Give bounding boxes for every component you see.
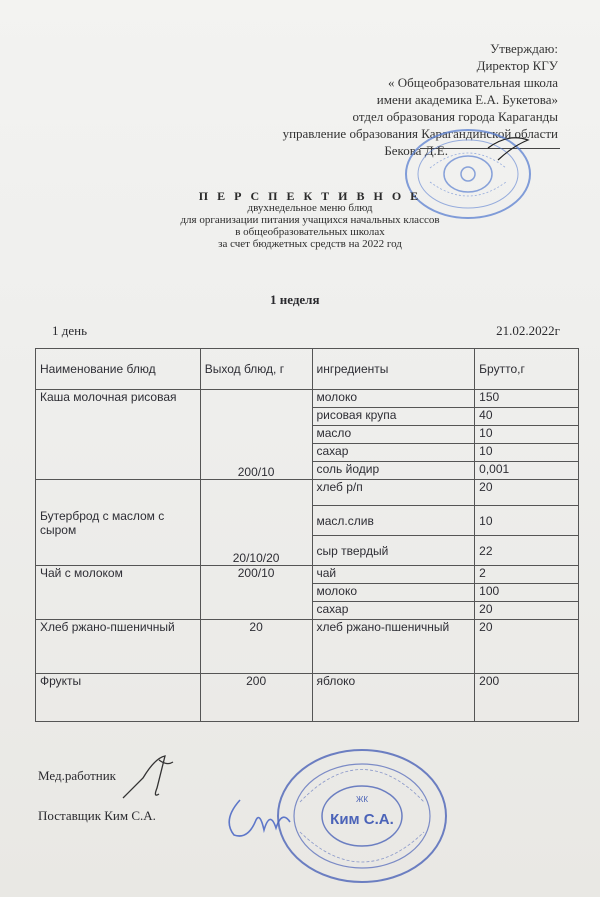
medic-signature-label: Мед.работник xyxy=(38,768,116,783)
ingredient-gross: 150 xyxy=(475,390,579,408)
ingredient-name: чай xyxy=(312,566,475,584)
approval-line: отдел образования города Караганды xyxy=(352,109,558,124)
date-label: 21.02.2022г xyxy=(496,323,560,338)
day-label: 1 день xyxy=(52,323,88,338)
stamp-top-text: ЖК xyxy=(355,795,369,804)
stamp-center-text: Ким С.А. xyxy=(330,811,394,828)
title-line: в общеобразовательных школах xyxy=(235,226,385,238)
title-line: двухнедельное меню блюд xyxy=(247,202,373,214)
ingredient-name: соль йодир xyxy=(312,462,475,480)
table-header-row xyxy=(36,349,579,390)
ingredient-gross: 20 xyxy=(475,620,579,674)
ingredient-name: масл.слив xyxy=(312,506,475,536)
ingredient-gross: 10 xyxy=(475,444,579,462)
approval-line: Бекова Д.Е. xyxy=(384,143,448,158)
ingredient-name: сахар xyxy=(312,602,475,620)
dish-output: 200/10 xyxy=(200,390,312,480)
table-row xyxy=(36,620,579,674)
medic-signature-scribble xyxy=(115,748,185,808)
column-header: Брутто,г xyxy=(475,349,579,390)
approval-line: управление образования Карагандинской области xyxy=(282,126,558,141)
ingredient-name: хлеб ржано-пшеничный xyxy=(312,620,475,674)
week-label: 1 неделя xyxy=(270,292,320,307)
dish-name: Бутерброд с маслом с сыром xyxy=(36,480,201,566)
ingredient-name: рисовая крупа xyxy=(312,408,475,426)
title-heading: П Е Р С П Е К Т И В Н О Е xyxy=(198,189,422,203)
ingredient-gross: 10 xyxy=(475,426,579,444)
table-row xyxy=(36,566,579,584)
dish-output: 200/10 xyxy=(200,566,312,620)
ingredient-name: молоко xyxy=(312,390,475,408)
supplier-signature-label: Поставщик Ким С.А. xyxy=(38,808,156,823)
table-row xyxy=(36,674,579,722)
ingredient-gross: 22 xyxy=(475,536,579,566)
ingredient-gross: 20 xyxy=(475,602,579,620)
ingredient-name: молоко xyxy=(312,584,475,602)
dish-name: Чай с молоком xyxy=(36,566,201,620)
ingredient-gross: 10 xyxy=(475,506,579,536)
menu-title xyxy=(100,190,520,250)
table-row xyxy=(36,390,579,408)
dish-output: 20 xyxy=(200,620,312,674)
ingredient-gross: 100 xyxy=(475,584,579,602)
ingredient-gross: 200 xyxy=(475,674,579,722)
menu-table xyxy=(35,348,579,722)
dish-name: Каша молочная рисовая xyxy=(36,390,201,480)
ingredient-name: хлеб р/п xyxy=(312,480,475,506)
approval-line: Утверждаю: xyxy=(490,41,558,56)
approval-line: Директор КГУ xyxy=(476,58,558,73)
dish-name: Фрукты xyxy=(36,674,201,722)
ingredient-gross: 40 xyxy=(475,408,579,426)
supplier-round-stamp xyxy=(272,742,452,887)
dish-name: Хлеб ржано-пшеничный xyxy=(36,620,201,674)
approval-line: имени академика Е.А. Букетова» xyxy=(376,92,558,107)
column-header: ингредиенты xyxy=(312,349,475,390)
ingredient-gross: 2 xyxy=(475,566,579,584)
ingredient-name: масло xyxy=(312,426,475,444)
table-row xyxy=(36,480,579,506)
ingredient-gross: 0,001 xyxy=(475,462,579,480)
ingredient-name: сахар xyxy=(312,444,475,462)
column-header: Выход блюд, г xyxy=(200,349,312,390)
title-line: за счет бюджетных средств на 2022 год xyxy=(218,238,402,250)
ingredient-gross: 20 xyxy=(475,480,579,506)
title-line: для организации питания учащихся начальных классов xyxy=(180,214,440,226)
approval-line: « Общеобразовательная школа xyxy=(388,75,558,90)
column-header: Наименование блюд xyxy=(36,349,201,390)
ingredient-name: яблоко xyxy=(312,674,475,722)
dish-output: 200 xyxy=(200,674,312,722)
dish-output: 20/10/20 xyxy=(200,480,312,566)
ingredient-name: сыр твердый xyxy=(312,536,475,566)
